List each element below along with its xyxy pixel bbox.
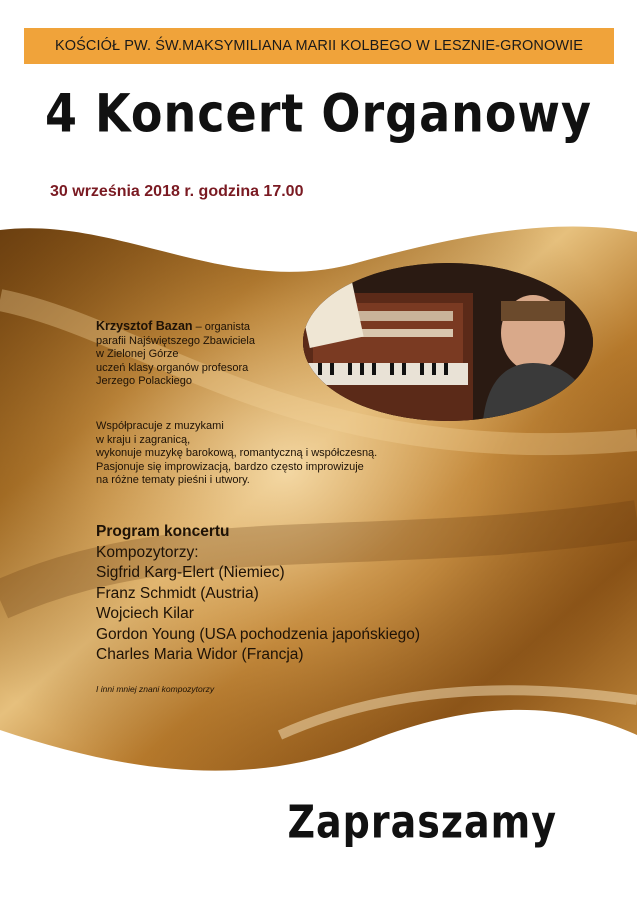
other-composers-note: I inni mniej znani kompozytorzy xyxy=(96,684,215,694)
composer-item: Charles Maria Widor (Francja) xyxy=(96,646,304,663)
collab-line: w kraju i zagranicą, xyxy=(96,433,191,446)
bio-line: uczeń klasy organów profesora xyxy=(96,361,249,374)
collab-line: na różne tematy pieśni i utwory. xyxy=(96,474,250,486)
program-subtitle: Kompozytorzy: xyxy=(96,543,199,561)
composer-item: Franz Schmidt (Austria) xyxy=(96,584,259,602)
concert-date: 30 września 2018 r. godzina 17.00 xyxy=(50,183,304,200)
organist-bio xyxy=(96,320,255,389)
collab-line: Współpracuje z muzykami xyxy=(96,420,224,432)
organist-name: Krzysztof Bazan xyxy=(96,319,193,333)
concert-title: 4 Koncert Organowy xyxy=(45,81,592,145)
organist-photo xyxy=(303,263,593,421)
organist-role: – organista xyxy=(192,321,251,333)
composer-item: Sigfrid Karg-Elert (Niemiec) xyxy=(96,564,285,581)
bio-line: parafii Najświętszego Zbawiciela xyxy=(96,334,255,347)
collab-line: Pasjonuje się improwizacją, bardzo często improwizuje xyxy=(96,460,364,473)
invitation-text: Zapraszamy xyxy=(287,795,557,849)
collab-line: wykonuje muzykę barokową, romantyczną i współczesną. xyxy=(96,447,378,459)
organ-console-image xyxy=(303,263,593,421)
collaboration-text xyxy=(96,420,377,488)
concert-program xyxy=(96,522,420,666)
bio-line: Jerzego Polackiego xyxy=(96,375,193,387)
composer-item: Gordon Young (USA pochodzenia japońskiego) xyxy=(96,625,421,643)
program-title: Program koncertu xyxy=(96,523,230,540)
composer-item: Wojciech Kilar xyxy=(96,605,194,622)
banner-text: KOŚCIÓŁ PW. ŚW.MAKSYMILIANA MARII KOLBEGO W LESZNIE-GRONOWIE xyxy=(54,38,584,54)
bio-line: w Zielonej Górze xyxy=(96,348,179,360)
